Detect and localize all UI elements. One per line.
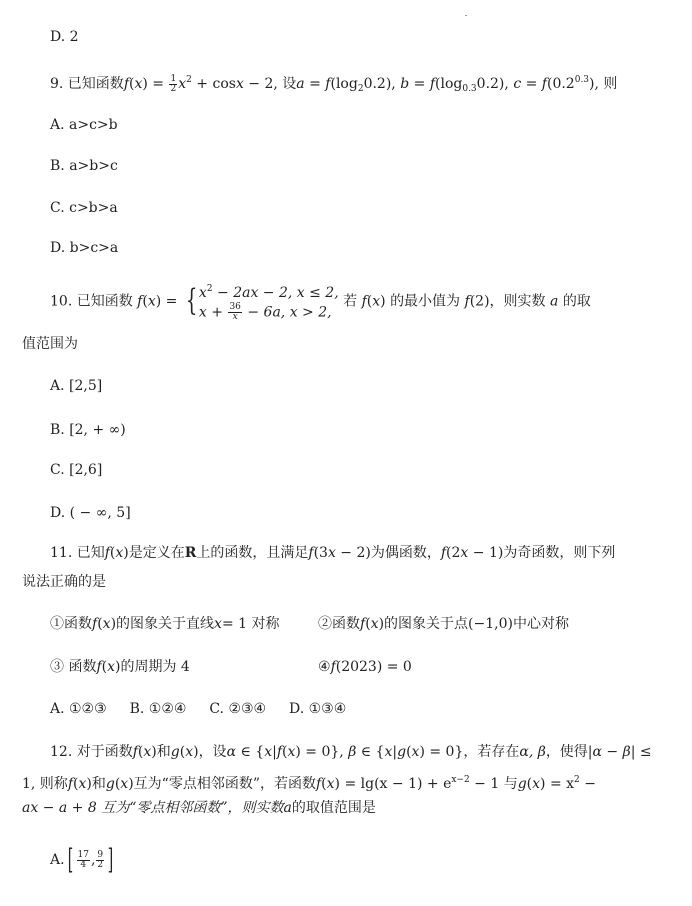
q11-option-b: B. ①②④ bbox=[129, 701, 187, 717]
q11-statement-3: ③ 函数f(x)的周期为 4 bbox=[50, 659, 190, 675]
q9-stem: 9. 已知函数f(x) = $\frac{1}{2}$ $x^2 + \cos x - 2$, 设$a = f(\log_20.2)$, $b = f(\log_{0.3}0.2)$, $c = f(0.2^{0.3})$, 则 bbox=[50, 73, 618, 94]
q11-stem: 11. 已知f(x)是定义在R上的函数，且满足f(3x − 2)为偶函数，f(2x − 1)为奇函数，则下列 bbox=[50, 545, 616, 561]
q11-statement-2: ②函数f(x)的图象关于点(−1,0)中心对称 bbox=[318, 616, 569, 632]
q10-option-d: D. ( − ∞, 5] bbox=[50, 505, 131, 521]
q11-option-a: A. ①②③ bbox=[50, 701, 107, 717]
q9-option-c: C. c>b>a bbox=[50, 200, 118, 216]
q10-option-a: A. [2,5] bbox=[50, 378, 103, 394]
q11-statement-1: ①函数f(x)的图象关于直线x= 1 对称 bbox=[50, 616, 280, 632]
q12-stem-line-2: 1, 则称f(x)和g(x)互为“零点相邻函数”，若函数$f(x) = \lg(x - 1) + e^{x-2} - 1$ 与$g(x) = x^2$ − bbox=[22, 775, 596, 792]
q9-option-b: B. a>b>c bbox=[50, 158, 118, 174]
q10-stem: 10. 已知函数 f(x) = { $x^2 - 2ax - 2$, x ≤ 2, x + $\frac{36}{x}$ − 6a, x > 2, 若 f(x) 的最小值为 f(2)，则实数 a 的取 bbox=[50, 283, 591, 322]
q11-statement-4: ④f(2023) = 0 bbox=[318, 659, 412, 675]
q10-option-c: C. [2,6] bbox=[50, 462, 103, 478]
q12-stem-line-1: 12. 对于函数f(x)和g(x)，设α ∈ {x|f(x) = 0}, β ∈ {x|g(x) = 0}，若存在α, β，使得|α − β| ≤ bbox=[50, 744, 652, 760]
q11-options bbox=[50, 699, 346, 719]
scan-speck bbox=[465, 15, 467, 16]
q10-stem-cont: 值范围为 bbox=[22, 336, 78, 352]
q11-stem-cont: 说法正确的是 bbox=[22, 574, 106, 590]
q12-stem-line-3: ax − a + 8 互为“零点相邻函数”，则实数a的取值范围是 bbox=[22, 800, 376, 816]
q10-option-b: B. [2, + ∞) bbox=[50, 422, 126, 438]
q12-option-a: A.[ $\frac{17}{4}$ , $\frac{9}{2}$ ] bbox=[50, 843, 114, 876]
q11-option-d: D. ①③④ bbox=[289, 701, 347, 717]
q11-option-c: C. ②③④ bbox=[209, 701, 267, 717]
q8-option-d: D. 2 bbox=[50, 29, 79, 45]
q9-option-d: D. b>c>a bbox=[50, 240, 119, 256]
q9-option-a: A. a>c>b bbox=[50, 117, 118, 133]
